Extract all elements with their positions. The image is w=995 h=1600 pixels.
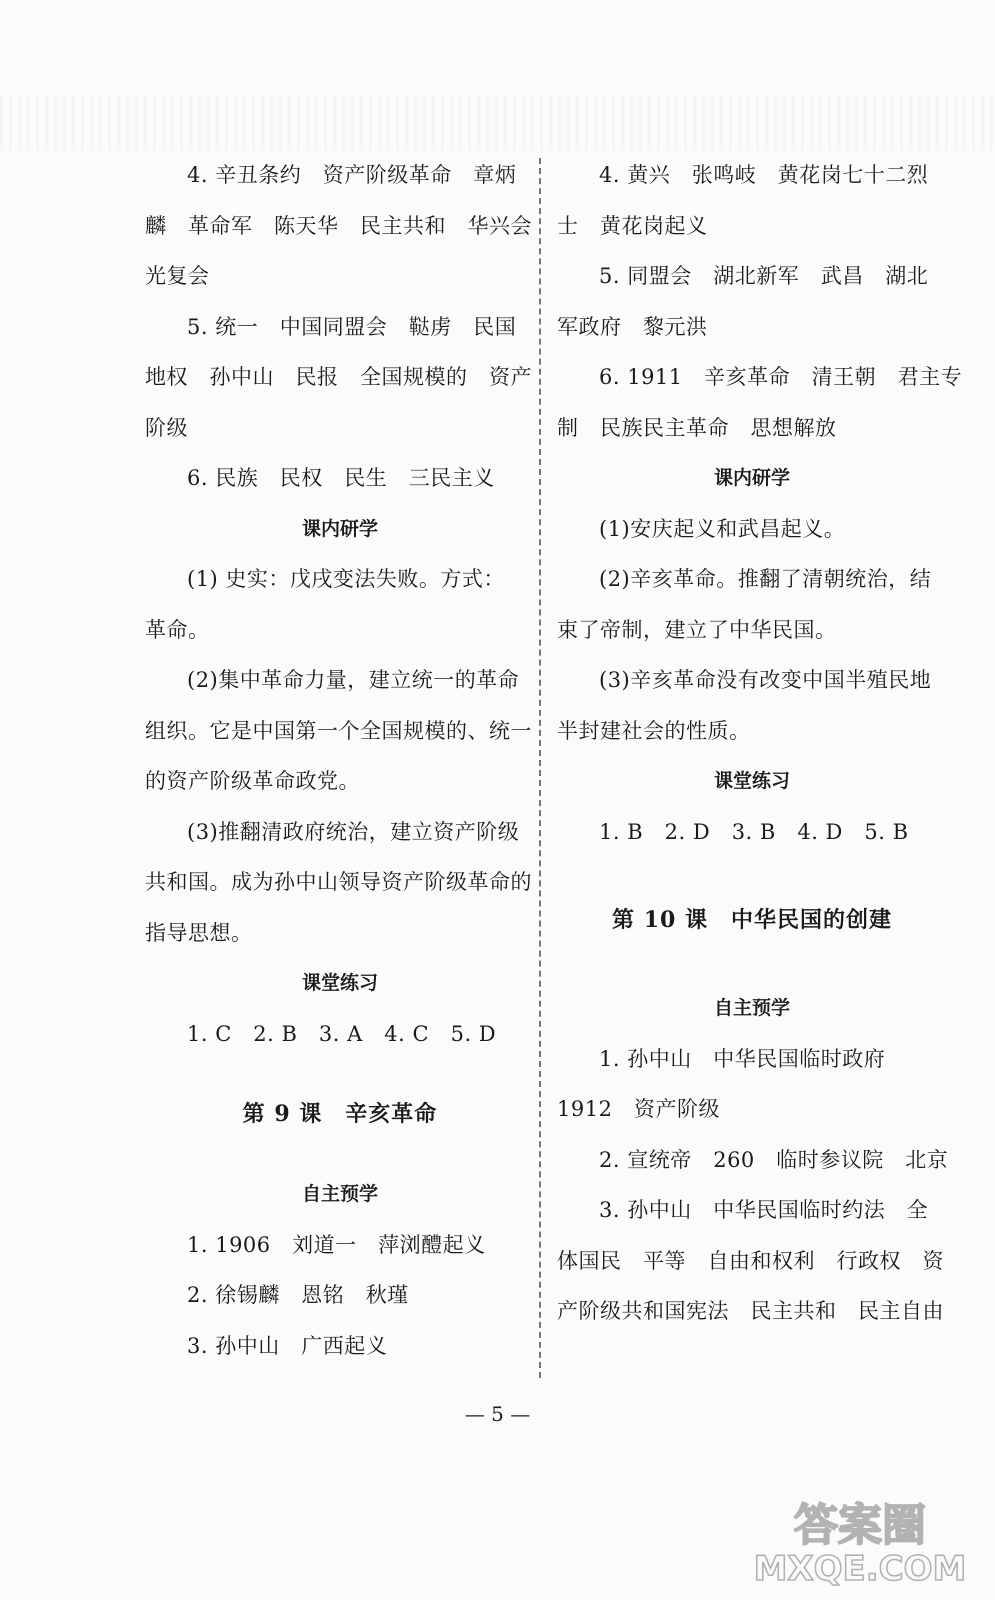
answer-item-5-line3: 阶级 <box>145 415 188 440</box>
answer-item-6-line2: 制 民族民主革命 思想解放 <box>557 415 837 440</box>
watermark-logo <box>750 1488 970 1588</box>
section-heading-preview: 自主预学 <box>713 997 790 1019</box>
research-2-line1: (2)辛亥革命。推翻了清朝统治，结 <box>599 567 932 591</box>
research-3-line2: 共和国。成为孙中山领导资产阶级革命的 <box>145 870 532 894</box>
preview-item-3-line3: 产阶级共和国宪法 民主共和 民主自由 <box>557 1299 944 1323</box>
answer-item-6-line1: 6. 1911 辛亥革命 清王朝 君主专 <box>599 365 963 389</box>
right-column <box>557 150 963 1337</box>
spacer <box>145 1059 535 1089</box>
research-2-line2: 束了帝制，建立了中华民国。 <box>557 617 837 642</box>
watermark-url-text: MXQE.COM <box>753 1549 967 1588</box>
preview-item-1-line1: 1. 孙中山 中华民国临时政府 <box>599 1046 886 1071</box>
preview-item-3: 3. 孙中山 广西起义 <box>187 1333 388 1358</box>
answer-item-4-line2: 士 黄花岗起义 <box>557 213 708 238</box>
spacer <box>557 945 947 983</box>
answer-item-6: 6. 民族 民权 民生 三民主义 <box>187 466 495 490</box>
page-number: — 5 — <box>464 1402 531 1426</box>
answer-item-4-line1: 4. 辛丑条约 资产阶级革命 章炳 <box>187 163 517 187</box>
answer-item-5-line2: 军政府 黎元洪 <box>557 314 708 339</box>
watermark-logo-text: 答案圈 <box>794 1500 926 1551</box>
research-1: (1)安庆起义和武昌起义。 <box>599 516 846 541</box>
lesson-9-title: 第 9 课 辛亥革命 <box>242 1101 438 1127</box>
answer-item-4-line3: 光复会 <box>145 264 210 288</box>
spacer <box>145 1139 535 1169</box>
research-3-line1: (3)辛亥革命没有改变中国半殖民地 <box>599 668 932 692</box>
research-3-line2: 半封建社会的性质。 <box>557 718 751 743</box>
preview-item-3-line1: 3. 孙中山 中华民国临时约法 全 <box>599 1198 929 1222</box>
preview-item-3-line2: 体国民 平等 自由和权利 行政权 资 <box>557 1248 944 1273</box>
preview-item-1-line2: 1912 资产阶级 <box>557 1097 720 1121</box>
answer-item-5-line1: 5. 统一 中国同盟会 鞑虏 民国 <box>187 314 517 339</box>
research-1-line1: (1) 史实：戊戌变法失败。方式： <box>187 567 505 591</box>
preview-item-1: 1. 1906 刘道一 萍浏醴起义 <box>187 1232 486 1257</box>
section-heading-practice: 课堂练习 <box>301 972 378 994</box>
section-heading-practice: 课堂练习 <box>713 770 790 792</box>
preview-item-2: 2. 宣统帝 260 临时参议院 北京 <box>599 1147 949 1172</box>
practice-answers: 1. B 2. D 3. B 4. D 5. B <box>599 819 909 844</box>
lesson-10-title: 第 10 课 中华民国的创建 <box>612 907 892 933</box>
research-2-line1: (2)集中革命力量，建立统一的革命 <box>187 668 520 692</box>
section-heading-research: 课内研学 <box>301 517 378 540</box>
section-heading-preview: 自主预学 <box>301 1183 378 1205</box>
left-column <box>145 150 535 1371</box>
answer-item-4-line1: 4. 黄兴 张鸣岐 黄花岗七十二烈 <box>599 163 929 187</box>
preview-item-2: 2. 徐锡麟 恩铭 秋瑾 <box>187 1283 409 1307</box>
spacer <box>557 857 947 895</box>
scan-noise-band <box>0 95 995 150</box>
research-3-line1: (3)推翻清政府统治，建立资产阶级 <box>187 819 520 844</box>
column-divider <box>539 158 541 1378</box>
practice-answers: 1. C 2. B 3. A 4. C 5. D <box>187 1021 497 1046</box>
research-3-line3: 指导思想。 <box>145 920 253 945</box>
answer-item-4-line2: 麟 革命军 陈天华 民主共和 华兴会 <box>145 213 532 238</box>
section-heading-research: 课内研学 <box>713 467 790 489</box>
research-2-line3: 的资产阶级革命政党。 <box>145 769 360 793</box>
research-1-line2: 革命。 <box>145 617 210 642</box>
answer-item-5-line1: 5. 同盟会 湖北新军 武昌 湖北 <box>599 264 929 288</box>
answer-item-5-line2: 地权 孙中山 民报 全国规模的 资产 <box>145 365 532 389</box>
research-2-line2: 组织。它是中国第一个全国规模的、统一 <box>145 718 532 743</box>
